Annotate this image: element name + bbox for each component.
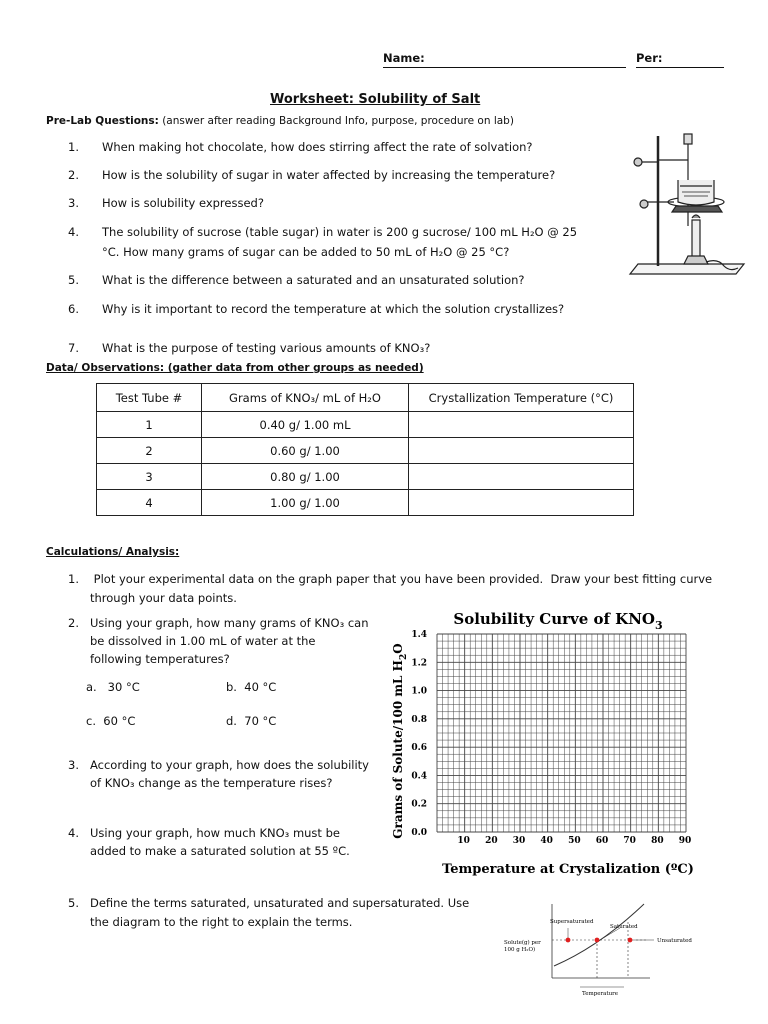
q-text-line1: Define the terms saturated, unsaturated and supersaturated. Use (90, 896, 470, 910)
chart-x-label: Temperature at Crystalization (ºC) (442, 862, 694, 877)
col-header-test-tube: Test Tube # (97, 384, 202, 412)
q-text: What is the difference between a saturated and an unsaturated solution? (102, 273, 525, 287)
x-tick-label: 90 (678, 836, 692, 846)
per-line[interactable] (636, 67, 724, 68)
q-text-line2: °C. How many grams of sugar can be added to 50 mL of H₂O @ 25 °C? (102, 245, 510, 259)
mini-x-label: Temperature (582, 991, 619, 997)
q-text-line2: added to make a saturated solution at 55 ºC. (90, 844, 350, 858)
q-option-d: d. 70 °C (226, 714, 277, 728)
q-number: 2. (68, 616, 79, 630)
x-tick-label: 10 (457, 836, 470, 846)
y-label-sub: 2 (399, 653, 409, 660)
q-text-line3: following temperatures? (90, 652, 230, 666)
chart-title-sub: 3 (654, 619, 663, 632)
q-text-line2: the diagram to the right to explain the terms. (90, 915, 353, 929)
prelab-instruction: (answer after reading Background Info, purpose, procedure on lab) (162, 115, 514, 127)
unsaturated-label: Unsaturated (657, 938, 692, 944)
table-row (97, 438, 634, 464)
q-number: 3. (68, 196, 79, 210)
x-tick-label: 60 (595, 836, 609, 846)
x-tick-label: 80 (651, 836, 664, 846)
table-row (97, 464, 634, 490)
cell-grams: 0.40 g/ 1.00 mL (202, 412, 409, 438)
q-number: 1. (68, 572, 79, 586)
per-label: Per: (636, 51, 663, 65)
lab-apparatus-illustration (626, 126, 746, 276)
y-tick-label: 1.0 (411, 686, 427, 697)
y-tick-label: 0.2 (411, 799, 427, 810)
name-label: Name: (383, 51, 425, 65)
y-label-end: O (391, 643, 405, 654)
cell-test-tube: 2 (97, 438, 202, 464)
cell-crystallization-temp[interactable] (409, 490, 634, 516)
y-tick-label: 1.2 (411, 658, 427, 669)
mini-y-label-2: 100 g H₂O) (504, 947, 536, 953)
unsaturated-point (628, 938, 633, 943)
q-number: 7. (68, 341, 79, 355)
cell-test-tube: 1 (97, 412, 202, 438)
prelab-label: Pre-Lab Questions: (46, 115, 159, 127)
y-label-main: Grams of Solute/100 mL H (391, 660, 405, 839)
x-tick-label: 30 (512, 836, 526, 846)
supersaturated-point (566, 938, 571, 943)
q-number: 1. (68, 140, 79, 154)
cell-grams: 1.00 g/ 1.00 (202, 490, 409, 516)
data-observations-label: Data/ Observations: (gather data from other groups as needed) (46, 362, 424, 374)
name-line[interactable] (383, 67, 626, 68)
q-text-line1: Plot your experimental data on the graph paper that you have been provided. Draw your best fitting curve (90, 572, 713, 586)
saturation-diagram (500, 900, 700, 1000)
q-number: 5. (68, 273, 79, 287)
chart-grid (437, 634, 686, 832)
q-text-line1: The solubility of sucrose (table sugar) in water is 200 g sucrose/ 100 mL H₂O @ 25 (102, 225, 578, 239)
cell-grams: 0.80 g/ 1.00 (202, 464, 409, 490)
q-number: 6. (68, 302, 79, 316)
chart-title-main: Solubility Curve of KNO (453, 610, 655, 628)
cell-grams: 0.60 g/ 1.00 (202, 438, 409, 464)
q-option-a: a. 30 °C (86, 680, 140, 694)
data-table (96, 383, 634, 516)
solubility-chart (384, 606, 696, 880)
prelab-heading (46, 114, 514, 129)
chart-title (453, 610, 662, 632)
cell-crystallization-temp[interactable] (409, 438, 634, 464)
y-tick-label: 1.4 (411, 630, 427, 640)
q-text-line1: Using your graph, how many grams of KNO₃ can (90, 616, 369, 630)
q-text: When making hot chocolate, how does stirring affect the rate of solvation? (102, 140, 533, 154)
mini-y-label-1: Solute(g) per (504, 940, 541, 946)
q-number: 2. (68, 168, 79, 182)
chart-y-ticks (411, 630, 427, 838)
calculations-label: Calculations/ Analysis: (46, 546, 180, 558)
q-option-b: b. 40 °C (226, 680, 277, 694)
y-tick-label: 0.6 (411, 743, 427, 754)
x-tick-label: 50 (568, 836, 581, 846)
chart-x-ticks (457, 836, 691, 846)
q-text-line1: Using your graph, how much KNO₃ must be (90, 826, 340, 840)
q-number: 4. (68, 826, 79, 840)
saturated-point (595, 938, 600, 943)
col-header-crystallization-temp: Crystallization Temperature (°C) (409, 384, 634, 412)
cell-crystallization-temp[interactable] (409, 464, 634, 490)
q-text: What is the purpose of testing various amounts of KNO₃? (102, 341, 431, 355)
table-header-row (97, 384, 634, 412)
table-row (97, 490, 634, 516)
y-tick-label: 0.8 (411, 714, 427, 725)
cell-crystallization-temp[interactable] (409, 412, 634, 438)
chart-y-label (391, 643, 409, 838)
saturated-label: Saturated (610, 924, 638, 930)
supersaturated-label: Supersaturated (550, 919, 594, 925)
y-tick-label: 0.4 (411, 771, 427, 782)
q-number: 3. (68, 758, 79, 772)
q-text-line2: through your data points. (90, 591, 237, 605)
q-text-line2: be dissolved in 1.00 mL of water at the (90, 634, 316, 648)
cell-test-tube: 4 (97, 490, 202, 516)
x-tick-label: 20 (485, 836, 498, 846)
q-option-c: c. 60 °C (86, 714, 136, 728)
table-row (97, 412, 634, 438)
q-number: 4. (68, 225, 79, 239)
q-text: How is solubility expressed? (102, 196, 264, 210)
q-text: How is the solubility of sugar in water affected by increasing the temperature? (102, 168, 556, 182)
q-number: 5. (68, 896, 79, 910)
q-text-line2: of KNO₃ change as the temperature rises? (90, 776, 333, 790)
q-text: Why is it important to record the temperature at which the solution crystallizes? (102, 302, 565, 316)
page-title: Worksheet: Solubility of Salt (270, 92, 481, 107)
y-tick-label: 0.0 (411, 828, 427, 838)
x-tick-label: 40 (540, 836, 553, 846)
x-tick-label: 70 (623, 836, 636, 846)
q-text-line1: According to your graph, how does the solubility (90, 758, 369, 772)
cell-test-tube: 3 (97, 464, 202, 490)
solubility-curve (554, 904, 644, 966)
col-header-grams: Grams of KNO₃/ mL of H₂O (202, 384, 409, 412)
